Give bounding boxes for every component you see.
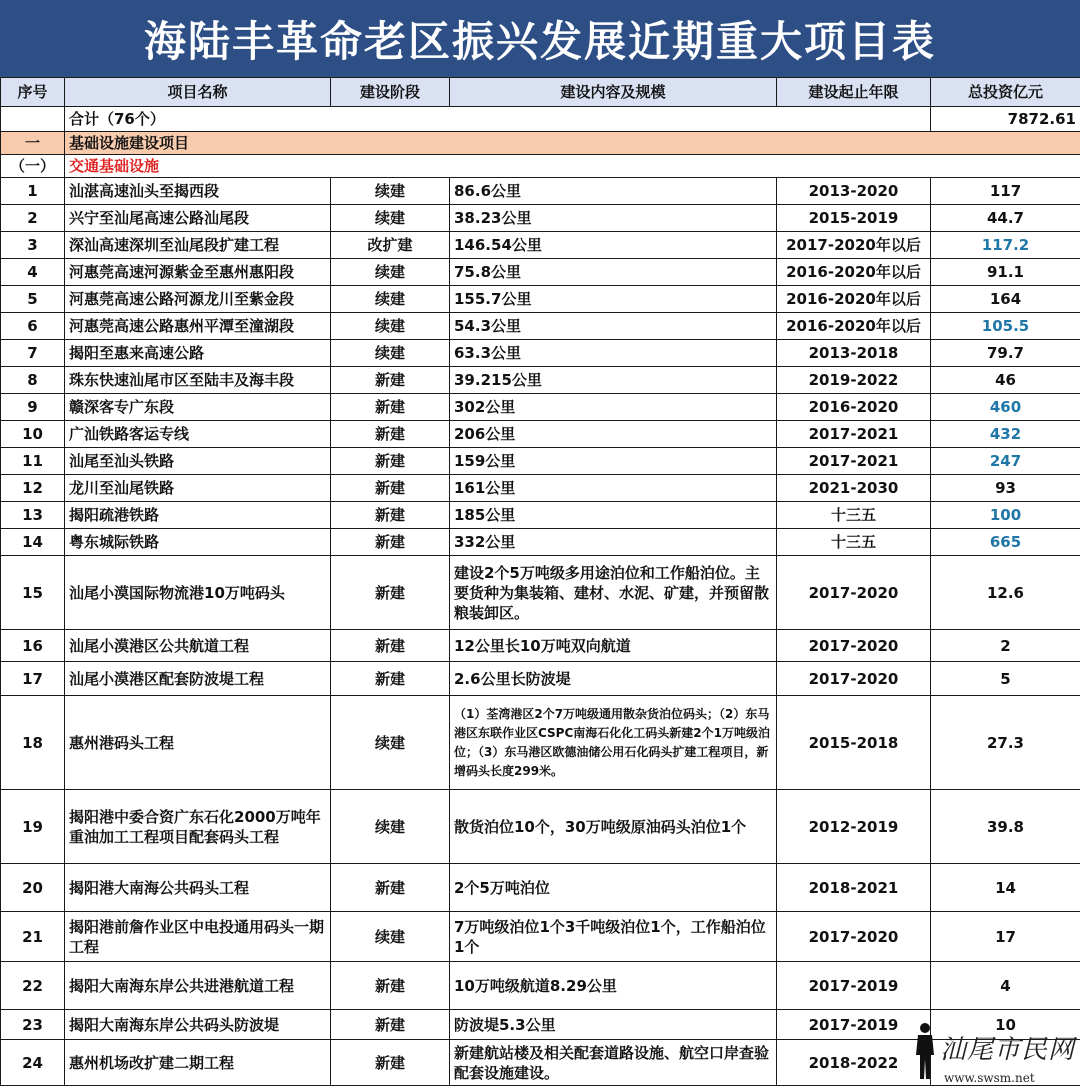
row-name: 粤东城际铁路 (65, 529, 331, 556)
subcategory-name: 交通基础设施 (65, 155, 1080, 178)
row-stage: 新建 (331, 864, 450, 912)
category-row (1, 132, 1080, 155)
header-years: 建设起止年限 (777, 78, 931, 107)
row-stage: 新建 (331, 1010, 450, 1040)
row-name: 河惠莞高速公路河源龙川至紫金段 (65, 286, 331, 313)
row-name: 揭阳大南海东岸公共码头防波堤 (65, 1010, 331, 1040)
table-row (1, 475, 1080, 502)
row-invest: 460 (931, 394, 1080, 421)
row-no: 14 (1, 529, 65, 556)
table-row (1, 367, 1080, 394)
table-row (1, 529, 1080, 556)
row-years: 2012-2019 (777, 790, 931, 864)
header-name: 项目名称 (65, 78, 331, 107)
row-stage: 改扩建 (331, 232, 450, 259)
row-content: 86.6公里 (450, 178, 777, 205)
row-content: 54.3公里 (450, 313, 777, 340)
row-no: 12 (1, 475, 65, 502)
row-content: 散货泊位10个，30万吨级原油码头泊位1个 (450, 790, 777, 864)
row-years: 2016-2020年以后 (777, 313, 931, 340)
row-stage: 新建 (331, 1040, 450, 1086)
row-content: 185公里 (450, 502, 777, 529)
row-stage: 续建 (331, 286, 450, 313)
row-invest: 27.3 (931, 696, 1080, 790)
row-invest: 247 (931, 448, 1080, 475)
table-row (1, 630, 1080, 662)
row-name: 汕尾小漠港区公共航道工程 (65, 630, 331, 662)
row-invest: 14 (931, 864, 1080, 912)
row-invest: 39.8 (931, 790, 1080, 864)
table-row (1, 259, 1080, 286)
row-name: 汕尾至汕头铁路 (65, 448, 331, 475)
row-no: 6 (1, 313, 65, 340)
table-row (1, 556, 1080, 630)
row-invest: 432 (931, 421, 1080, 448)
row-stage: 新建 (331, 962, 450, 1010)
row-name: 龙川至汕尾铁路 (65, 475, 331, 502)
title-banner (0, 0, 1080, 77)
row-no: 22 (1, 962, 65, 1010)
row-name: 揭阳至惠来高速公路 (65, 340, 331, 367)
table-row (1, 286, 1080, 313)
row-no: 19 (1, 790, 65, 864)
row-years: 2017-2020 (777, 556, 931, 630)
row-content: 38.23公里 (450, 205, 777, 232)
row-content: 2个5万吨泊位 (450, 864, 777, 912)
category-num: 一 (1, 132, 65, 155)
row-stage: 续建 (331, 178, 450, 205)
row-stage: 续建 (331, 340, 450, 367)
row-years: 2016-2020年以后 (777, 259, 931, 286)
row-years: 2013-2020 (777, 178, 931, 205)
row-content: 建设2个5万吨级多用途泊位和工作船泊位。主要货种为集装箱、建材、水泥、矿建，并预留散粮装卸区。 (450, 556, 777, 630)
row-no: 23 (1, 1010, 65, 1040)
row-stage: 新建 (331, 421, 450, 448)
total-amount: 7872.61 (931, 107, 1080, 132)
row-invest: 44.7 (931, 205, 1080, 232)
table-header-row (1, 78, 1080, 107)
row-no: 15 (1, 556, 65, 630)
row-content: 防波堤5.3公里 (450, 1010, 777, 1040)
row-content: 新建航站楼及相关配套道路设施、航空口岸查验配套设施建设。 (450, 1040, 777, 1086)
row-name: 揭阳港中委合资广东石化2000万吨年重油加工工程项目配套码头工程 (65, 790, 331, 864)
row-name: 汕湛高速汕头至揭西段 (65, 178, 331, 205)
row-stage: 新建 (331, 502, 450, 529)
row-years: 2017-2019 (777, 1010, 931, 1040)
row-invest: 105.5 (931, 313, 1080, 340)
row-invest: 10 (931, 1010, 1080, 1040)
row-content: 161公里 (450, 475, 777, 502)
total-row (1, 107, 1080, 132)
row-years: 2017-2020 (777, 662, 931, 696)
row-content: 7万吨级泊位1个3千吨级泊位1个，工作船泊位1个 (450, 912, 777, 962)
table-row (1, 394, 1080, 421)
row-no: 2 (1, 205, 65, 232)
row-years: 2019-2022 (777, 367, 931, 394)
table-row (1, 448, 1080, 475)
project-table (0, 77, 1080, 1086)
row-invest: 12.6 (931, 556, 1080, 630)
row-no: 20 (1, 864, 65, 912)
row-years: 2017-2019 (777, 962, 931, 1010)
row-name: 汕尾小漠港区配套防波堤工程 (65, 662, 331, 696)
row-no: 11 (1, 448, 65, 475)
row-content: （1）荃湾港区2个7万吨级通用散杂货泊位码头；（2）东马港区东联作业区CSPC南海石化化工码头新建2个1万吨级泊位；（3）东马港区欧德油储公用石化码头扩建工程项目，新增码头长度299米。 (450, 696, 777, 790)
row-years: 2017-2021 (777, 448, 931, 475)
row-no: 5 (1, 286, 65, 313)
table-row (1, 178, 1080, 205)
total-no-cell (1, 107, 65, 132)
row-no: 10 (1, 421, 65, 448)
row-no: 3 (1, 232, 65, 259)
header-no: 序号 (1, 78, 65, 107)
row-content: 39.215公里 (450, 367, 777, 394)
row-name: 河惠莞高速河源紫金至惠州惠阳段 (65, 259, 331, 286)
row-name: 惠州机场改扩建二期工程 (65, 1040, 331, 1086)
row-content: 159公里 (450, 448, 777, 475)
row-no: 24 (1, 1040, 65, 1086)
row-years: 十三五 (777, 502, 931, 529)
row-years: 2015-2018 (777, 696, 931, 790)
row-no: 17 (1, 662, 65, 696)
row-invest: 91.1 (931, 259, 1080, 286)
row-name: 揭阳港前詹作业区中电投通用码头一期工程 (65, 912, 331, 962)
row-invest: 117.2 (931, 232, 1080, 259)
table-row (1, 421, 1080, 448)
row-stage: 新建 (331, 556, 450, 630)
table-row (1, 662, 1080, 696)
subcategory-num: （一） (1, 155, 65, 178)
table-row (1, 232, 1080, 259)
table-row (1, 912, 1080, 962)
row-invest: 665 (931, 529, 1080, 556)
row-name: 惠州港码头工程 (65, 696, 331, 790)
row-content: 302公里 (450, 394, 777, 421)
row-invest: 2 (931, 630, 1080, 662)
row-invest: 93 (931, 475, 1080, 502)
row-stage: 新建 (331, 448, 450, 475)
table-row (1, 962, 1080, 1010)
row-years: 2017-2020年以后 (777, 232, 931, 259)
row-name: 深汕高速深圳至汕尾段扩建工程 (65, 232, 331, 259)
row-years: 2017-2020 (777, 630, 931, 662)
header-stage: 建设阶段 (331, 78, 450, 107)
table-row (1, 696, 1080, 790)
row-years: 十三五 (777, 529, 931, 556)
person-silhouette-icon (914, 1021, 936, 1081)
watermark (914, 1017, 1074, 1087)
total-label: 合计（76个） (65, 107, 931, 132)
row-years: 2018-2022 (777, 1040, 931, 1086)
row-name: 赣深客专广东段 (65, 394, 331, 421)
row-invest: 5 (931, 662, 1080, 696)
row-invest: 164 (931, 286, 1080, 313)
row-no: 1 (1, 178, 65, 205)
row-stage: 续建 (331, 259, 450, 286)
row-stage: 新建 (331, 529, 450, 556)
page-title: 海陆丰革命老区振兴发展近期重大项目表 (143, 16, 936, 66)
row-content: 2.6公里长防波堤 (450, 662, 777, 696)
row-content: 206公里 (450, 421, 777, 448)
row-invest: 46 (931, 367, 1080, 394)
category-name: 基础设施建设项目 (65, 132, 1080, 155)
row-no: 21 (1, 912, 65, 962)
row-years: 2013-2018 (777, 340, 931, 367)
row-invest: 100 (931, 502, 1080, 529)
row-years: 2018-2021 (777, 864, 931, 912)
header-content: 建设内容及规模 (450, 78, 777, 107)
table-row (1, 864, 1080, 912)
row-content: 63.3公里 (450, 340, 777, 367)
row-name: 揭阳港大南海公共码头工程 (65, 864, 331, 912)
row-stage: 续建 (331, 912, 450, 962)
row-invest: 117 (931, 178, 1080, 205)
row-name: 兴宁至汕尾高速公路汕尾段 (65, 205, 331, 232)
row-no: 16 (1, 630, 65, 662)
row-content: 12公里长10万吨双向航道 (450, 630, 777, 662)
row-invest: 17 (931, 912, 1080, 962)
row-content: 155.7公里 (450, 286, 777, 313)
table-row (1, 340, 1080, 367)
row-content: 10万吨级航道8.29公里 (450, 962, 777, 1010)
watermark-text: 汕尾市民网 (940, 1035, 1076, 1065)
row-stage: 续建 (331, 696, 450, 790)
row-name: 珠东快速汕尾市区至陆丰及海丰段 (65, 367, 331, 394)
row-name: 汕尾小漠国际物流港10万吨码头 (65, 556, 331, 630)
row-invest: 4 (931, 962, 1080, 1010)
table-row (1, 790, 1080, 864)
row-stage: 新建 (331, 630, 450, 662)
row-no: 9 (1, 394, 65, 421)
row-stage: 续建 (331, 313, 450, 340)
row-years: 2021-2030 (777, 475, 931, 502)
row-years: 2015-2019 (777, 205, 931, 232)
row-content: 75.8公里 (450, 259, 777, 286)
row-no: 7 (1, 340, 65, 367)
row-name: 揭阳疏港铁路 (65, 502, 331, 529)
row-invest: 79.7 (931, 340, 1080, 367)
subcategory-row (1, 155, 1080, 178)
header-invest: 总投资亿元 (931, 78, 1080, 107)
row-content: 146.54公里 (450, 232, 777, 259)
table-row (1, 502, 1080, 529)
row-no: 18 (1, 696, 65, 790)
row-name: 广汕铁路客运专线 (65, 421, 331, 448)
row-years: 2016-2020 (777, 394, 931, 421)
row-stage: 新建 (331, 367, 450, 394)
row-years: 2017-2021 (777, 421, 931, 448)
row-stage: 新建 (331, 475, 450, 502)
row-stage: 新建 (331, 394, 450, 421)
row-stage: 续建 (331, 205, 450, 232)
row-name: 揭阳大南海东岸公共进港航道工程 (65, 962, 331, 1010)
row-stage: 新建 (331, 662, 450, 696)
row-years: 2017-2020 (777, 912, 931, 962)
row-no: 4 (1, 259, 65, 286)
row-no: 8 (1, 367, 65, 394)
watermark-url: www.swsm.net (944, 1071, 1035, 1085)
row-stage: 续建 (331, 790, 450, 864)
table-row (1, 205, 1080, 232)
table-row (1, 313, 1080, 340)
row-years: 2016-2020年以后 (777, 286, 931, 313)
row-content: 332公里 (450, 529, 777, 556)
row-no: 13 (1, 502, 65, 529)
row-name: 河惠莞高速公路惠州平潭至潼湖段 (65, 313, 331, 340)
